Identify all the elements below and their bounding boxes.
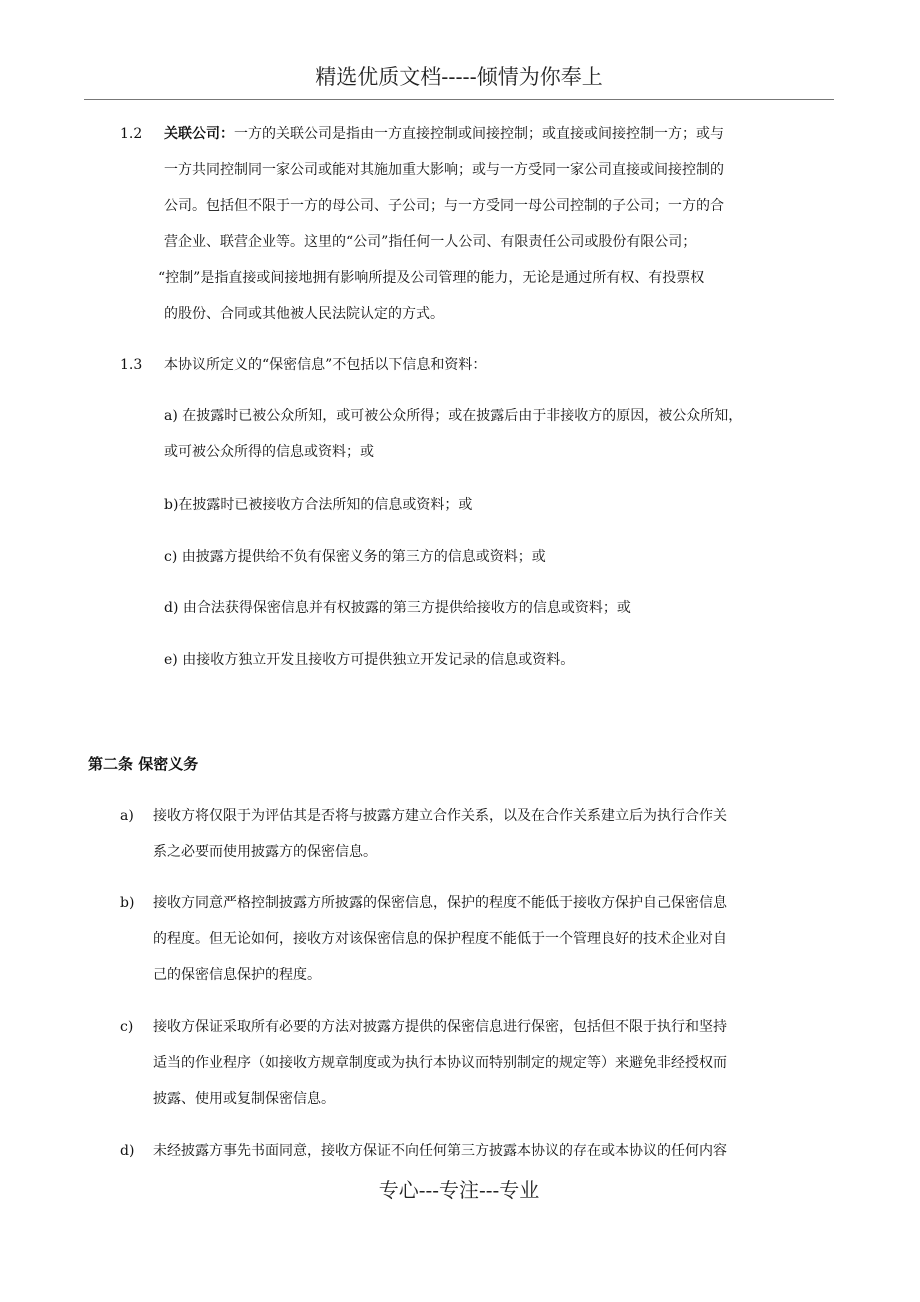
obligation-label: d): [120, 1143, 135, 1159]
clause-number: 1.2: [120, 126, 143, 142]
obligation-label: a): [120, 808, 134, 824]
page-header-title: 精选优质文档-----倾情为你奉上: [315, 65, 603, 89]
clause-text: 本协议所定义的“保密信息”不包括以下信息和资料：: [164, 357, 487, 373]
header-divider: [84, 99, 834, 100]
clause-number: 1.3: [120, 357, 143, 373]
exclusion-e: e) 由接收方独立开发且接收方可提供独立开发记录的信息或资料。: [164, 652, 575, 668]
exclusion-c: c) 由披露方提供给不负有保密义务的第三方的信息或资料；或: [164, 549, 546, 565]
clause-line: 公司。包括但不限于一方的母公司、子公司；与一方受同一母公司控制的子公司；一方的合: [164, 198, 724, 214]
section-heading: 第二条 保密义务: [88, 755, 199, 773]
clause-term: 关联公司：: [164, 126, 234, 142]
clause-line: 一方的关联公司是指由一方直接控制或间接控制；或直接或间接控制一方；或与: [234, 126, 724, 142]
clause-line: 的股份、合同或其他被人民法院认定的方式。: [164, 306, 444, 322]
page-footer: 专心---专注---专业: [378, 1178, 540, 1202]
obligation-label: c): [120, 1019, 134, 1035]
clause-line: 一方共同控制同一家公司或能对其施加重大影响；或与一方受同一家公司直接或间接控制的: [164, 162, 724, 178]
exclusion-d: d) 由合法获得保密信息并有权披露的第三方提供给接收方的信息或资料；或: [164, 600, 631, 616]
exclusion-b: b)在披露时已被接收方合法所知的信息或资料；或: [164, 497, 473, 513]
clause-line: 营企业、联营企业等。这里的“公司”指任何一人公司、有限责任公司或股份有限公司；: [164, 234, 697, 250]
exclusion-a: a) 在披露时已被公众所知，或可被公众所得；或在披露后由于非接收方的原因，被公众所知， 或可被公众所得的信息或资料；或: [164, 408, 743, 460]
obligation-label: b): [120, 895, 135, 911]
clause-line: “控制”是指直接或间接地拥有影响所提及公司管理的能力，无论是通过所有权、有投票权: [158, 270, 705, 286]
